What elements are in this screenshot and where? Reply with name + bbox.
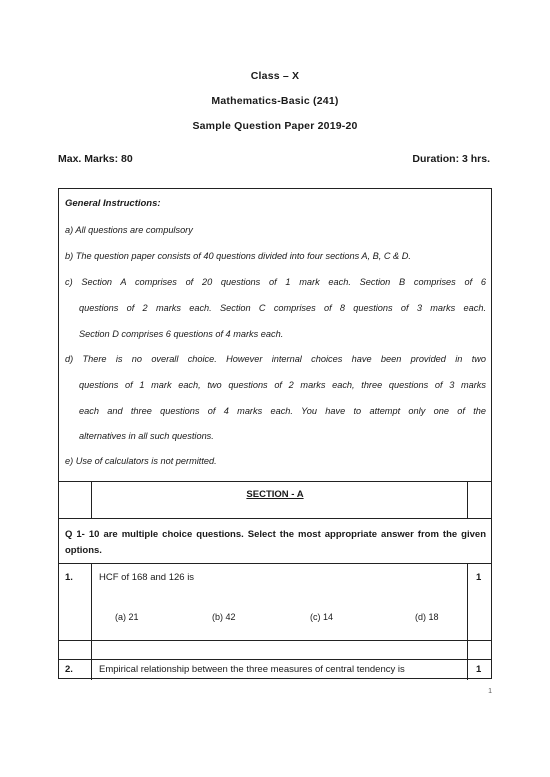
question-number: 2. [65,664,73,675]
table-rule [91,482,92,518]
instruction-line: each and three questions of 4 marks each. You have to attempt only one of the [79,406,486,416]
max-marks: Max. Marks: 80 [58,153,133,165]
instructions-title: General Instructions: [65,198,161,209]
instruction-line: c) Section A comprises of 20 questions of 1 mark each. Section B comprises of 6 [65,277,486,287]
class-heading: Class – X [250,70,300,82]
option-a: (a) 21 [115,612,139,622]
instruction-line: questions of 2 marks each. Section C comprises of 8 questions of 3 marks each. [79,303,486,313]
section-note: Q 1- 10 are multiple choice questions. Select the most appropriate answer from the given options. [65,529,486,556]
option-d: (d) 18 [415,612,439,622]
table-rule [59,518,491,519]
option-c: (c) 14 [310,612,334,622]
table-rule [467,482,468,518]
question-text: Empirical relationship between the three measures of central tendency is [99,664,405,675]
instruction-line: questions of 1 mark each, two questions of 2 marks each, three questions of 3 marks [79,380,486,390]
instruction-line: e) Use of calculators is not permitted. [65,456,217,466]
instruction-line: d) There is no overall choice. However internal choices have been provided in two [65,354,486,364]
questions-table [58,481,492,679]
instruction-line: Section D comprises 6 questions of 4 marks each. [79,329,284,339]
table-rule [467,563,468,680]
instruction-line: b) The question paper consists of 40 questions divided into four sections A, B, C & D. [65,251,411,261]
instructions-box [58,188,492,482]
paper-heading: Sample Question Paper 2019-20 [192,120,358,132]
duration: Duration: 3 hrs. [412,153,490,165]
table-rule [59,640,491,641]
section-title: SECTION - A [246,489,304,500]
question-marks: 1 [476,664,482,675]
question-marks: 1 [476,572,482,583]
question-text: HCF of 168 and 126 is [99,572,195,583]
option-b: (b) 42 [212,612,236,622]
page-number: 1 [488,688,492,695]
subject-heading: Mathematics-Basic (241) [211,95,339,107]
instruction-line: alternatives in all such questions. [79,431,214,441]
question-number: 1. [65,572,73,583]
table-rule [59,659,491,660]
instruction-line: a) All questions are compulsory [65,225,193,235]
table-rule [59,563,491,564]
marks-duration-row [58,153,490,165]
table-rule [91,563,92,680]
